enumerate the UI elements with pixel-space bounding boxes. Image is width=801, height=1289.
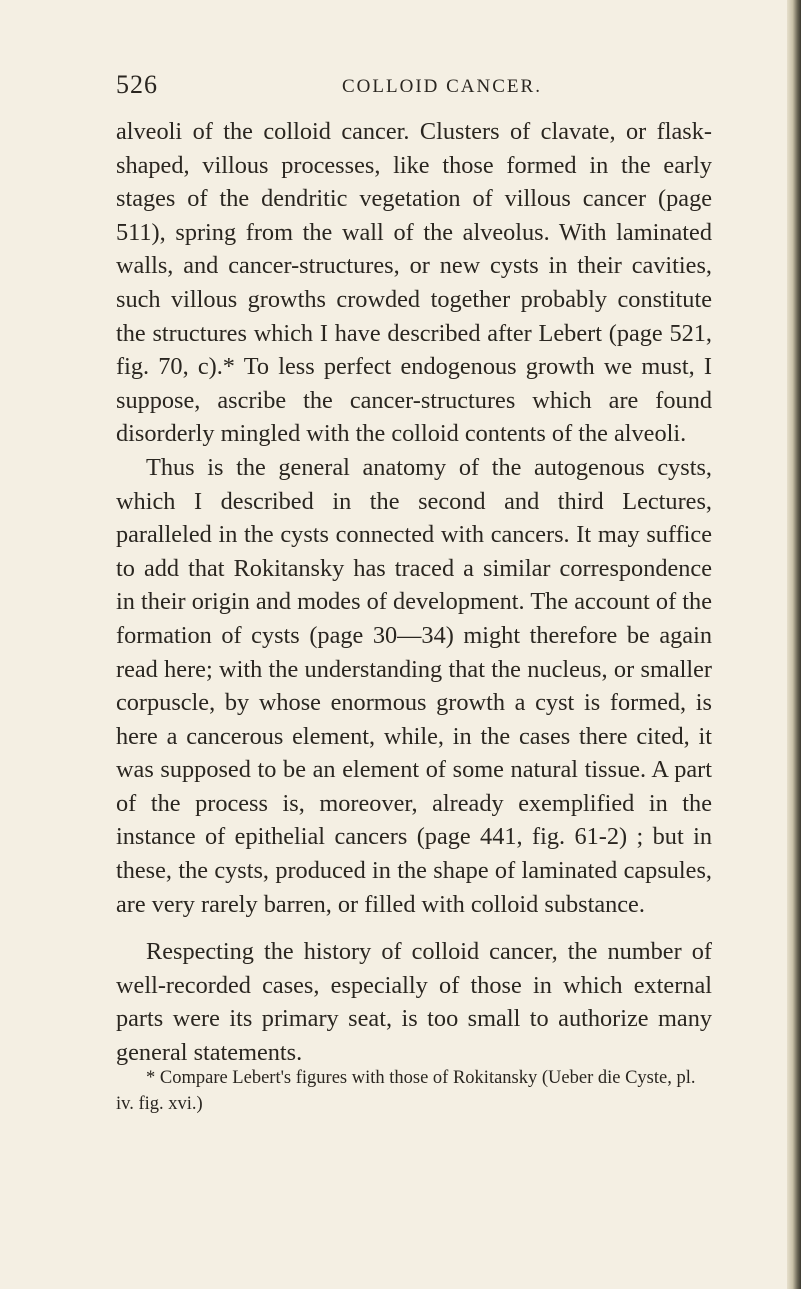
paragraph-3: Respecting the history of colloid cancer, the number of well-recorded cases, especially of those in which external parts were its primary seat, is too small to authorize many general statements. xyxy=(116,938,712,1067)
page-number: 526 xyxy=(116,70,158,99)
paragraph-1: alveoli of the colloid cancer. Clusters of clavate, or flask-shaped, villous processes, like those formed in the early stages of the dendritic vegetation of villous cancer (page 511), spring from the wall of the alveolus. With laminated walls, and cancer-structures, or new cysts in their cavities, such villous growths crowded together probably constitute the structures which I have described after Lebert (page 521, fig. 70, c).* To less perfect endogenous growth we must, I suppose, ascribe the cancer-structures which are found disorderly mingled with the colloid contents of the alveoli. xyxy=(116,118,712,448)
page-edge-shadow xyxy=(787,0,801,1289)
paragraph-2: Thus is the general anatomy of the autogenous cysts, which I described in the second and third Lectures, paralleled in the cysts connected with cancers. It may suffice to add that Rokitansky has traced a similar correspondence in their origin and modes of development. The account of the formation of cysts (page 30—34) might therefore be again read here; with the understanding that the nucleus, or smaller corpuscle, by whose enormous growth a cyst is formed, is here a cancerous element, while, in the cases there cited, it was supposed to be an element of some natural tissue. A part of the process is, moreover, already exemplified in the instance of epithelial cancers (page 441, fig. 61-2) ; but in these, the cysts, produced in the shape of laminated capsules, are very rarely barren, or filled with colloid substance. xyxy=(116,453,712,918)
page-header xyxy=(116,70,716,104)
footnote-text: * Compare Lebert's figures with those of Rokitansky (Ueber die Cyste, pl. iv. fig. xvi.) xyxy=(116,1068,696,1114)
footnote xyxy=(116,1065,716,1117)
body-text xyxy=(116,115,712,1070)
running-title: COLLOID CANCER. xyxy=(342,76,542,97)
